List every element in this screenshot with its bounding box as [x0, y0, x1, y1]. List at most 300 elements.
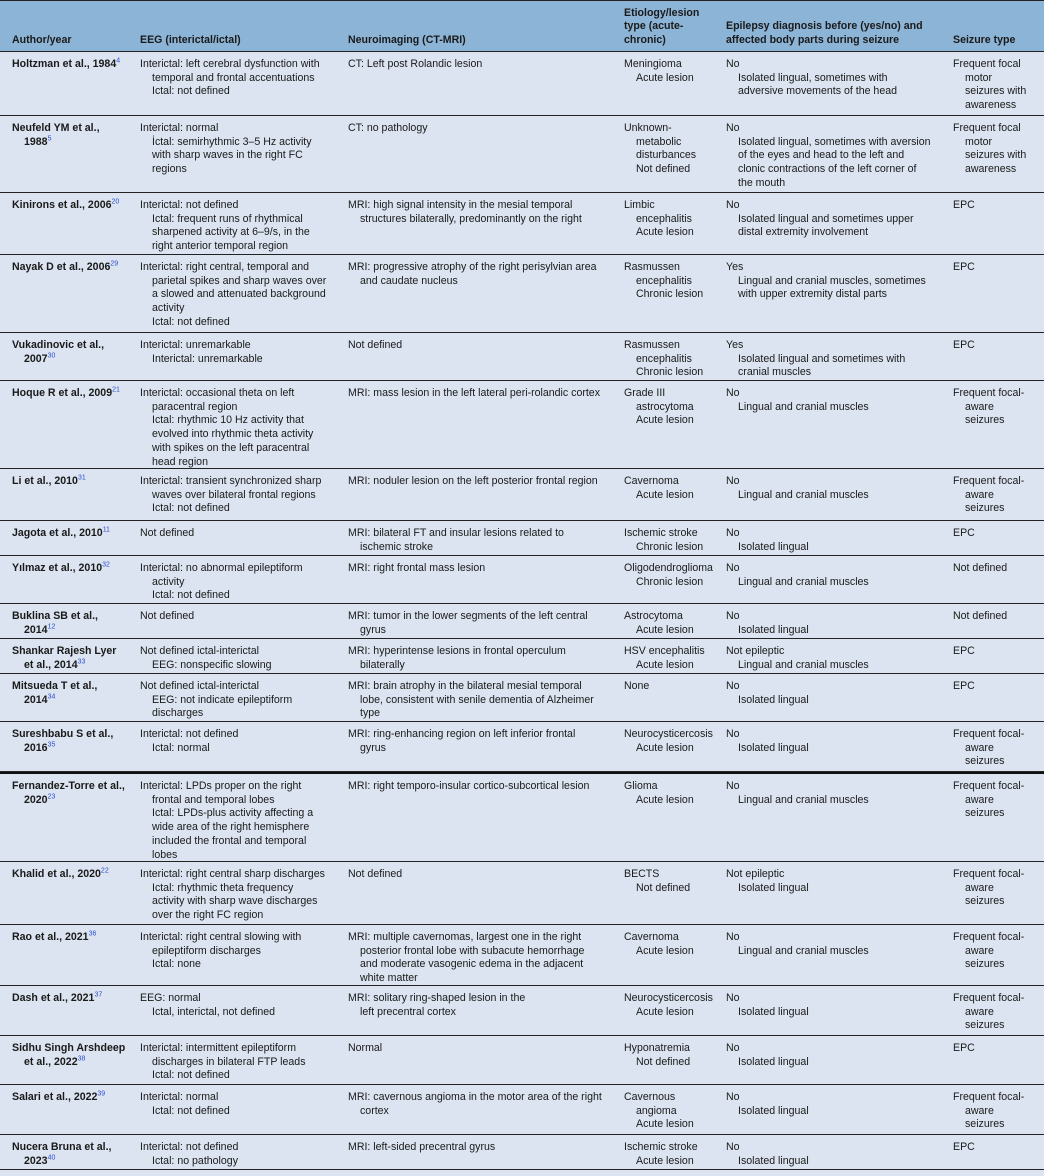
etiology-cell — [624, 780, 724, 807]
eeg-cell — [140, 780, 345, 862]
cell-line: a slowed and attenuated background — [152, 288, 326, 301]
cell-line: motor — [965, 71, 993, 84]
header-line: chronic) — [624, 33, 666, 46]
cell-line: BECTS — [624, 868, 660, 880]
cell-line: None — [624, 680, 650, 692]
cell-line: encephalitis — [636, 352, 692, 365]
cell-line: Mitsueda T et al., — [12, 680, 98, 692]
cell-line: seizures — [965, 1019, 1005, 1032]
cell-line: Yılmaz et al., 2010$^{32}$ — [12, 561, 110, 574]
cell-line: EPC — [953, 199, 975, 211]
cell-line: Isolated lingual — [738, 881, 809, 894]
cell-line: Ictal: rhythmic theta frequency — [152, 881, 294, 894]
cell-line: Buklina SB et al., — [12, 610, 98, 622]
author-cell — [12, 58, 132, 72]
cell-line: discharges — [152, 707, 204, 720]
etiology-cell — [624, 992, 724, 1019]
cell-line: Not defined — [140, 610, 195, 622]
eeg-cell — [140, 387, 345, 469]
epilepsy-cell — [726, 610, 956, 637]
cell-line: Li et al., 2010$^{31}$ — [12, 474, 86, 487]
cell-line: Isolated lingual, sometimes with aversion — [738, 135, 931, 148]
cell-line: aware — [965, 881, 994, 894]
cell-line: Salari et al., 2022$^{39}$ — [12, 1090, 106, 1103]
cell-line: with spikes on the left paracentral — [152, 441, 310, 454]
cell-line: Not defined — [140, 527, 195, 539]
cell-line: seizures with — [965, 149, 1027, 162]
cell-line: 2014$^{12}$ — [24, 623, 56, 636]
cell-line: Not defined — [636, 1055, 691, 1068]
cell-line: Interictal: LPDs proper on the right — [140, 780, 302, 792]
imaging-cell — [348, 1091, 618, 1118]
seizure-type-cell — [953, 199, 1043, 213]
eeg-cell — [140, 645, 345, 672]
cell-line: Hoque R et al., 2009$^{21}$ — [12, 386, 120, 399]
cell-line: No — [726, 1141, 740, 1153]
cell-line: EEG: nonspecific slowing — [152, 658, 272, 671]
epilepsy-cell — [726, 645, 956, 672]
etiology-cell — [624, 1042, 724, 1069]
cell-line: Frequent focal- — [953, 1091, 1025, 1103]
cell-line: cranial muscles — [738, 366, 812, 379]
cell-line: Acute lesion — [636, 1005, 694, 1018]
imaging-cell — [348, 645, 618, 672]
table-row — [0, 722, 1044, 772]
table-header — [0, 0, 1044, 52]
etiology-cell — [624, 199, 724, 240]
author-cell — [12, 680, 132, 707]
cell-line: Ictal: not defined — [152, 1104, 230, 1117]
cell-line: Acute lesion — [636, 658, 694, 671]
cell-line: Kinirons et al., 2006$^{20}$ — [12, 198, 120, 211]
epilepsy-cell — [726, 339, 956, 380]
cell-line: CT: Left post Rolandic lesion — [348, 58, 483, 70]
cell-line: Ictal: none — [152, 958, 201, 971]
author-cell — [12, 780, 132, 807]
cell-line: Acute lesion — [636, 488, 694, 501]
reference-link[interactable]: 23 — [47, 793, 56, 801]
cell-line: Ictal: LPDs-plus activity affecting a — [152, 807, 314, 820]
seizure-type-cell — [953, 1042, 1043, 1056]
cell-line: seizures — [965, 1118, 1005, 1131]
reference-link[interactable]: 31 — [77, 474, 86, 482]
etiology-cell — [624, 122, 724, 177]
author-cell — [12, 122, 132, 149]
cell-line: sharpened activity at 6–9/s, in the — [152, 226, 310, 239]
table-row — [0, 381, 1044, 469]
cell-line: Acute lesion — [636, 623, 694, 636]
header-line: type (acute- — [624, 20, 684, 32]
table-row — [0, 674, 1044, 722]
cell-line: Ictal: not defined — [152, 85, 230, 98]
author-cell — [12, 610, 132, 637]
cell-line: Isolated lingual — [738, 1055, 809, 1068]
epilepsy-cell — [726, 992, 956, 1019]
cell-line: Acute lesion — [636, 741, 694, 754]
cell-line: Oligodendroglioma — [624, 562, 713, 574]
cell-line: Frequent focal- — [953, 387, 1025, 399]
cell-line: Isolated lingual — [738, 1104, 809, 1117]
cell-line: Frequent focal- — [953, 475, 1025, 487]
reference-link[interactable]: 20 — [111, 198, 120, 206]
cell-line: Isolated lingual — [738, 693, 809, 706]
cell-line: Not defined ictal-interictal — [140, 645, 259, 657]
cell-line: MRI: tumor in the lower segments of the left central — [348, 610, 588, 622]
seizure-type-cell — [953, 610, 1043, 624]
imaging-cell — [348, 680, 618, 721]
imaging-cell — [348, 610, 618, 637]
epilepsy-cell — [726, 527, 956, 554]
cell-line: 2014$^{34}$ — [24, 693, 56, 706]
epilepsy-cell — [726, 931, 956, 958]
column-header-eeg: EEG (interictal/ictal) — [140, 33, 241, 46]
cell-line: Cavernoma — [624, 931, 679, 943]
cell-line: Jagota et al., 2010$^{11}$ — [12, 526, 110, 539]
imaging-cell — [348, 527, 618, 554]
cell-line: Not epileptic — [726, 645, 785, 657]
reference-link[interactable]: 30 — [47, 352, 56, 360]
cell-line: Interictal: normal — [140, 122, 219, 134]
table-row — [0, 1135, 1044, 1170]
cell-line: Ictal: rhythmic 10 Hz activity that — [152, 414, 304, 427]
etiology-cell — [624, 58, 724, 85]
cell-line: Normal — [348, 1042, 383, 1054]
column-header-seizure: Seizure type — [953, 33, 1016, 46]
cell-line: Ictal, interictal, not defined — [152, 1005, 276, 1018]
cell-line: seizures — [965, 807, 1005, 820]
author-cell — [12, 387, 132, 401]
cell-line: activity — [152, 302, 185, 315]
cell-line: Lingual and cranial muscles, sometimes — [738, 274, 926, 287]
imaging-cell — [348, 1141, 618, 1155]
epilepsy-cell — [726, 122, 956, 191]
etiology-cell — [624, 261, 724, 302]
cell-line: MRI: high signal intensity in the mesial temporal — [348, 199, 573, 211]
cell-line: motor — [965, 135, 993, 148]
table-row — [0, 862, 1044, 925]
cell-line: EEG: not indicate epileptiform — [152, 693, 293, 706]
cell-line: EPC — [953, 527, 975, 539]
cell-line: Chronic lesion — [636, 575, 704, 588]
cell-line: over the right FC region — [152, 909, 264, 922]
author-cell — [12, 728, 132, 755]
cell-line: angioma — [636, 1104, 677, 1117]
imaging-cell — [348, 261, 618, 288]
table-row — [0, 925, 1044, 986]
author-cell — [12, 1141, 132, 1168]
cell-line: waves over bilateral frontal regions — [152, 488, 316, 501]
cell-line: Neufeld YM et al., — [12, 122, 100, 134]
seizure-type-cell — [953, 780, 1043, 821]
cell-line: aware — [965, 400, 994, 413]
epilepsy-cell — [726, 680, 956, 707]
cell-line: Sidhu Singh Arshdeep — [12, 1042, 126, 1054]
cell-line: Ictal: not defined — [152, 589, 230, 602]
imaging-cell — [348, 339, 618, 353]
cell-line: aware — [965, 793, 994, 806]
cell-line: seizures — [965, 755, 1005, 768]
cell-line: seizures — [965, 958, 1005, 971]
seizure-type-cell — [953, 339, 1043, 353]
table-row — [0, 469, 1044, 521]
imaging-cell — [348, 387, 618, 401]
cell-line: Dash et al., 2021$^{37}$ — [12, 991, 103, 1004]
author-cell — [12, 992, 132, 1006]
cell-line: head region — [152, 455, 208, 468]
cell-line: included the frontal and temporal — [152, 834, 307, 847]
eeg-cell — [140, 1091, 345, 1118]
reference-link[interactable]: 34 — [47, 693, 56, 701]
cell-line: left precentral cortex — [360, 1005, 456, 1018]
etiology-cell — [624, 931, 724, 958]
cell-line: No — [726, 610, 740, 622]
cell-line: Acute lesion — [636, 1118, 694, 1131]
reference-link[interactable]: 21 — [112, 386, 120, 394]
cell-line: No — [726, 780, 740, 792]
etiology-cell — [624, 387, 724, 428]
cell-line: MRI: bilateral FT and insular lesions related to — [348, 527, 564, 539]
table-row — [0, 556, 1044, 604]
imaging-cell — [348, 562, 618, 576]
column-header-etiology — [624, 7, 699, 48]
cell-line: Acute lesion — [636, 226, 694, 239]
cell-line: Neurocysticercosis — [624, 728, 713, 740]
eeg-cell — [140, 931, 345, 972]
cell-line: Not defined ictal-interictal — [140, 680, 259, 692]
cell-line: MRI: ring-enhancing region on left inferior frontal — [348, 728, 576, 740]
cell-line: MRI: mass lesion in the left lateral peri-rolandic cortex — [348, 387, 600, 399]
etiology-cell — [624, 562, 724, 589]
cell-line: gyrus — [360, 623, 386, 636]
reference-link[interactable]: 4 — [116, 57, 121, 65]
cell-line: No — [726, 728, 740, 740]
cell-line: Interictal: right central, temporal and — [140, 261, 309, 273]
cell-line: No — [726, 1042, 740, 1054]
imaging-cell — [348, 199, 618, 226]
cell-line: Frequent focal- — [953, 931, 1025, 943]
cell-line: Rasmussen — [624, 261, 680, 273]
reference-link[interactable]: 37 — [94, 991, 103, 999]
table-row — [0, 52, 1044, 116]
cell-line: No — [726, 58, 740, 70]
cell-line: encephalitis — [636, 274, 692, 287]
author-cell — [12, 645, 132, 672]
cell-line: Not defined — [636, 163, 691, 176]
reference-link[interactable]: 33 — [77, 658, 86, 666]
cell-line: Interictal: intermittent epileptiform — [140, 1042, 297, 1054]
cell-line: Neurocysticercosis — [624, 992, 713, 1004]
cell-line: MRI: cavernous angioma in the motor area of the right — [348, 1091, 602, 1103]
eeg-cell — [140, 58, 345, 99]
cell-line: MRI: hyperintense lesions in frontal operculum — [348, 645, 566, 657]
cell-line: seizures — [965, 502, 1005, 515]
cell-line: Ictal: normal — [152, 741, 210, 754]
cell-line: Khalid et al., 2020$^{22}$ — [12, 867, 109, 880]
cell-line: 1988$^5$ — [24, 135, 52, 148]
seizure-type-cell — [953, 261, 1043, 275]
cell-line: No — [726, 475, 740, 487]
etiology-cell — [624, 339, 724, 380]
imaging-cell — [348, 868, 618, 882]
cell-line: Holtzman et al., 1984$^4$ — [12, 57, 121, 70]
cell-line: distal extremity involvement — [738, 226, 869, 239]
cell-line: Isolated lingual — [738, 623, 809, 636]
cell-line: regions — [152, 163, 187, 176]
eeg-cell — [140, 122, 345, 177]
cell-line: Yes — [726, 339, 744, 351]
eeg-cell — [140, 199, 345, 254]
column-header-imaging: Neuroimaging (CT-MRI) — [348, 33, 466, 46]
reference-link[interactable]: 22 — [100, 867, 109, 875]
cell-line: Ischemic stroke — [624, 527, 698, 539]
etiology-cell — [624, 1091, 724, 1132]
cell-line: Lingual and cranial muscles — [738, 944, 869, 957]
seizure-type-cell — [953, 868, 1043, 909]
eeg-cell — [140, 562, 345, 603]
cell-line: lobe, consistent with senile dementia of Alzheimer — [360, 693, 594, 706]
eeg-cell — [140, 1042, 345, 1083]
cell-line: EPC — [953, 1042, 975, 1054]
cell-line: No — [726, 562, 740, 574]
cell-line: paracentral region — [152, 400, 238, 413]
cell-line: type — [360, 707, 381, 720]
cell-line: Not defined — [348, 868, 403, 880]
cell-line: Limbic — [624, 199, 655, 211]
cell-line: MRI: noduler lesion on the left posterior frontal region — [348, 475, 598, 487]
reference-link[interactable]: 38 — [77, 1055, 86, 1063]
cell-line: Acute lesion — [636, 793, 694, 806]
epilepsy-cell — [726, 1141, 956, 1168]
cell-line: activity with sharp wave discharges — [152, 895, 318, 908]
cell-line: Interictal: not defined — [140, 1141, 239, 1153]
cell-line: Interictal: left cerebral dysfunction with — [140, 58, 320, 70]
cell-line: EPC — [953, 339, 975, 351]
cell-line: Frequent focal- — [953, 780, 1025, 792]
header-line: Etiology/lesion — [624, 6, 700, 19]
reference-link[interactable]: 5 — [47, 135, 52, 143]
cell-line: et al., 2022$^{38}$ — [24, 1055, 86, 1068]
epilepsy-cell — [726, 58, 956, 99]
cell-line: Rasmussen — [624, 339, 680, 351]
cell-line: Interictal: occasional theta on left — [140, 387, 295, 399]
eeg-cell — [140, 527, 345, 541]
cell-line: Fernandez-Torre et al., — [12, 780, 125, 792]
cell-line: activity — [152, 575, 185, 588]
table-row — [0, 255, 1044, 333]
cell-line: EPC — [953, 261, 975, 273]
eeg-cell — [140, 992, 345, 1019]
cell-line: MRI: right frontal mass lesion — [348, 562, 486, 574]
cell-line: 2020$^{23}$ — [24, 793, 56, 806]
cell-line: No — [726, 122, 740, 134]
seizure-type-cell — [953, 931, 1043, 972]
cell-line: No — [726, 527, 740, 539]
cell-line: parietal spikes and sharp waves over — [152, 274, 327, 287]
cell-line: and caudate nucleus — [360, 274, 458, 287]
cell-line: Cavernous — [624, 1091, 676, 1103]
reference-link[interactable]: 11 — [102, 526, 110, 534]
cell-line: MRI: multiple cavernomas, largest one in the right — [348, 931, 582, 943]
cell-line: No — [726, 1091, 740, 1103]
cell-line: No — [726, 931, 740, 943]
cell-line: Ischemic stroke — [624, 1141, 698, 1153]
reference-link[interactable]: 29 — [110, 260, 119, 268]
cell-line: Not defined — [953, 562, 1008, 574]
cell-line: Not defined — [953, 610, 1008, 622]
author-cell — [12, 562, 132, 576]
eeg-cell — [140, 339, 345, 366]
seizure-type-cell — [953, 58, 1043, 113]
cell-line: Cavernoma — [624, 475, 679, 487]
cell-line: Vukadinovic et al., — [12, 339, 105, 351]
cell-line: HSV encephalitis — [624, 645, 705, 657]
imaging-cell — [348, 992, 618, 1019]
cell-line: Isolated lingual and sometimes upper — [738, 212, 914, 225]
seizure-type-cell — [953, 1141, 1043, 1155]
author-cell — [12, 475, 132, 489]
cell-line: Interictal: right central sharp discharges — [140, 868, 325, 880]
eeg-cell — [140, 475, 345, 516]
cell-line: white matter — [360, 972, 418, 985]
cell-line: aware — [965, 1104, 994, 1117]
cell-line: evolved into rhythmic theta activity — [152, 428, 314, 441]
cell-line: MRI: progressive atrophy of the right perisylvian area — [348, 261, 597, 273]
cell-line: Isolated lingual — [738, 540, 809, 553]
seizure-type-cell — [953, 1091, 1043, 1132]
cell-line: Interictal: unremarkable — [140, 339, 251, 351]
cell-line: wide area of the right hemisphere — [152, 821, 310, 834]
cell-line: Nayak D et al., 2006$^{29}$ — [12, 260, 119, 273]
cell-line: clonic contractions of the left corner of — [738, 163, 917, 176]
reference-link[interactable]: 39 — [97, 1090, 106, 1098]
cell-line: MRI: solitary ring-shaped lesion in the — [348, 992, 526, 1004]
cell-line: aware — [965, 488, 994, 501]
cell-line: right anterior temporal region — [152, 240, 289, 253]
cell-line: Not defined — [348, 339, 403, 351]
epilepsy-cell — [726, 475, 956, 502]
reference-link[interactable]: 12 — [47, 623, 56, 631]
table-row — [0, 1085, 1044, 1135]
cell-line: with upper extremity distal parts — [738, 288, 887, 301]
reference-link[interactable]: 35 — [47, 741, 56, 749]
cell-line: metabolic — [636, 135, 682, 148]
cell-line: Ictal: not defined — [152, 1069, 230, 1082]
cell-line: İctal: semirhythmic 3–5 Hz activity — [152, 135, 312, 148]
etiology-cell — [624, 868, 724, 895]
seizure-type-cell — [953, 527, 1043, 541]
cell-line: aware — [965, 1005, 994, 1018]
cell-line: CT: no pathology — [348, 122, 428, 134]
cell-line: Unknown- — [624, 122, 672, 134]
reference-link[interactable]: 32 — [102, 561, 110, 569]
seizure-type-cell — [953, 387, 1043, 428]
cell-line: EEG: normal — [140, 992, 201, 1004]
cell-line: Interictal: transient synchronized sharp — [140, 475, 322, 487]
reference-link[interactable]: 40 — [47, 1154, 56, 1162]
reference-link[interactable]: 36 — [88, 930, 97, 938]
cell-line: Interictal: normal — [140, 1091, 219, 1103]
cell-line: epileptiform discharges — [152, 944, 261, 957]
cell-line: aware — [965, 741, 994, 754]
cell-line: 2023$^{40}$ — [24, 1154, 56, 1167]
epilepsy-cell — [726, 728, 956, 755]
cell-line: adversive movements of the head — [738, 85, 897, 98]
author-cell — [12, 339, 132, 366]
etiology-cell — [624, 728, 724, 755]
cell-line: No — [726, 387, 740, 399]
seizure-type-cell — [953, 562, 1043, 576]
epilepsy-cell — [726, 199, 956, 240]
